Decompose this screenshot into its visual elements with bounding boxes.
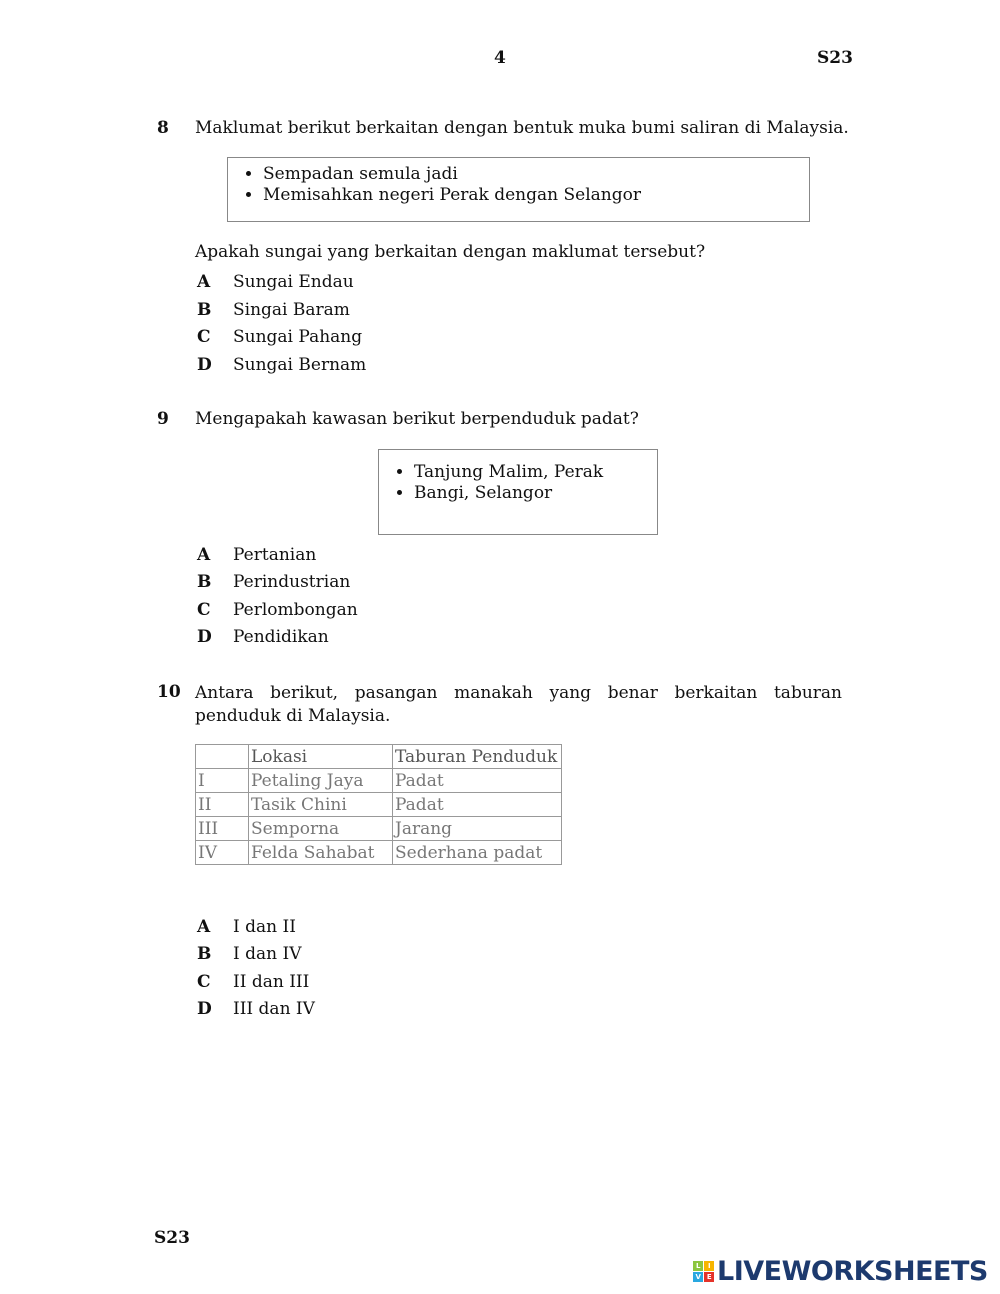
option-letter: A (197, 917, 211, 937)
cell: Petaling Jaya (249, 769, 393, 793)
badge-letter: I (704, 1261, 714, 1271)
option-letter: B (197, 944, 212, 964)
option-a[interactable] (197, 545, 316, 565)
table-header-row (196, 745, 562, 769)
bullet-item: • Memisahkan negeri Perak dengan Selangor (263, 185, 809, 206)
logo-text: LIVEWORKSHEETS (717, 1256, 988, 1287)
cell: III (196, 817, 249, 841)
header-cell: Taburan Penduduk (393, 745, 562, 769)
table-row (196, 793, 562, 817)
bullet-item: • Tanjung Malim, Perak (414, 462, 657, 483)
badge-letter: E (704, 1272, 714, 1282)
badge-letter: L (693, 1261, 703, 1271)
bullet-item: • Bangi, Selangor (414, 483, 657, 504)
question-stem: Mengapakah kawasan berikut berpenduduk padat? (195, 409, 639, 429)
question-number: 10 (157, 682, 181, 702)
option-letter: A (197, 545, 211, 565)
question-number: 9 (157, 409, 169, 429)
header-code: S23 (817, 48, 853, 68)
option-c[interactable] (197, 600, 358, 620)
info-box (227, 157, 810, 222)
cell: Padat (393, 769, 562, 793)
option-text: Sungai Pahang (233, 327, 363, 347)
option-letter: B (197, 300, 212, 320)
cell: Padat (393, 793, 562, 817)
header-cell (196, 745, 249, 769)
option-d[interactable] (197, 999, 315, 1019)
option-text: Pertanian (233, 545, 317, 565)
logo-badge-icon (693, 1261, 714, 1282)
option-text: I dan II (233, 917, 296, 937)
cell: Jarang (393, 817, 562, 841)
bullet-item: • Sempadan semula jadi (263, 164, 809, 185)
cell: Tasik Chini (249, 793, 393, 817)
cell: Sederhana padat (393, 841, 562, 865)
option-letter: D (197, 355, 212, 375)
table-row (196, 841, 562, 865)
option-c[interactable] (197, 327, 362, 347)
option-letter: A (197, 272, 211, 292)
option-letter: D (197, 999, 212, 1019)
option-letter: C (197, 972, 211, 992)
option-d[interactable] (197, 627, 329, 647)
page-number: 4 (494, 48, 506, 68)
liveworksheets-logo (693, 1256, 988, 1287)
option-letter: B (197, 572, 212, 592)
option-text: III dan IV (233, 999, 315, 1019)
option-b[interactable] (197, 572, 350, 592)
table-row (196, 769, 562, 793)
option-letter: C (197, 327, 211, 347)
option-text: Sungai Bernam (233, 355, 367, 375)
option-a[interactable] (197, 272, 354, 292)
footer-code: S23 (154, 1228, 190, 1248)
option-text: Perlombongan (233, 600, 358, 620)
info-box (378, 449, 658, 535)
cell: IV (196, 841, 249, 865)
question-stem: Maklumat berikut berkaitan dengan bentuk muka bumi saliran di Malaysia. (195, 118, 849, 138)
option-letter: C (197, 600, 211, 620)
cell: Felda Sahabat (249, 841, 393, 865)
cell: Semporna (249, 817, 393, 841)
option-text: Pendidikan (233, 627, 329, 647)
option-text: Perindustrian (233, 572, 351, 592)
question-number: 8 (157, 118, 169, 138)
option-text: II dan III (233, 972, 310, 992)
option-a[interactable] (197, 917, 296, 937)
question-stem: Antara berikut, pasangan manakah yang benar berkaitan taburan penduduk di Malaysia. (195, 683, 842, 726)
option-d[interactable] (197, 355, 366, 375)
option-c[interactable] (197, 972, 309, 992)
header-cell: Lokasi (249, 745, 393, 769)
question-prompt: Apakah sungai yang berkaitan dengan maklumat tersebut? (195, 242, 706, 262)
cell: I (196, 769, 249, 793)
option-text: Singai Baram (233, 300, 350, 320)
table-row (196, 817, 562, 841)
option-b[interactable] (197, 300, 350, 320)
option-text: Sungai Endau (233, 272, 354, 292)
option-letter: D (197, 627, 212, 647)
population-table (195, 744, 562, 865)
option-text: I dan IV (233, 944, 302, 964)
badge-letter: V (693, 1272, 703, 1282)
option-b[interactable] (197, 944, 301, 964)
cell: II (196, 793, 249, 817)
